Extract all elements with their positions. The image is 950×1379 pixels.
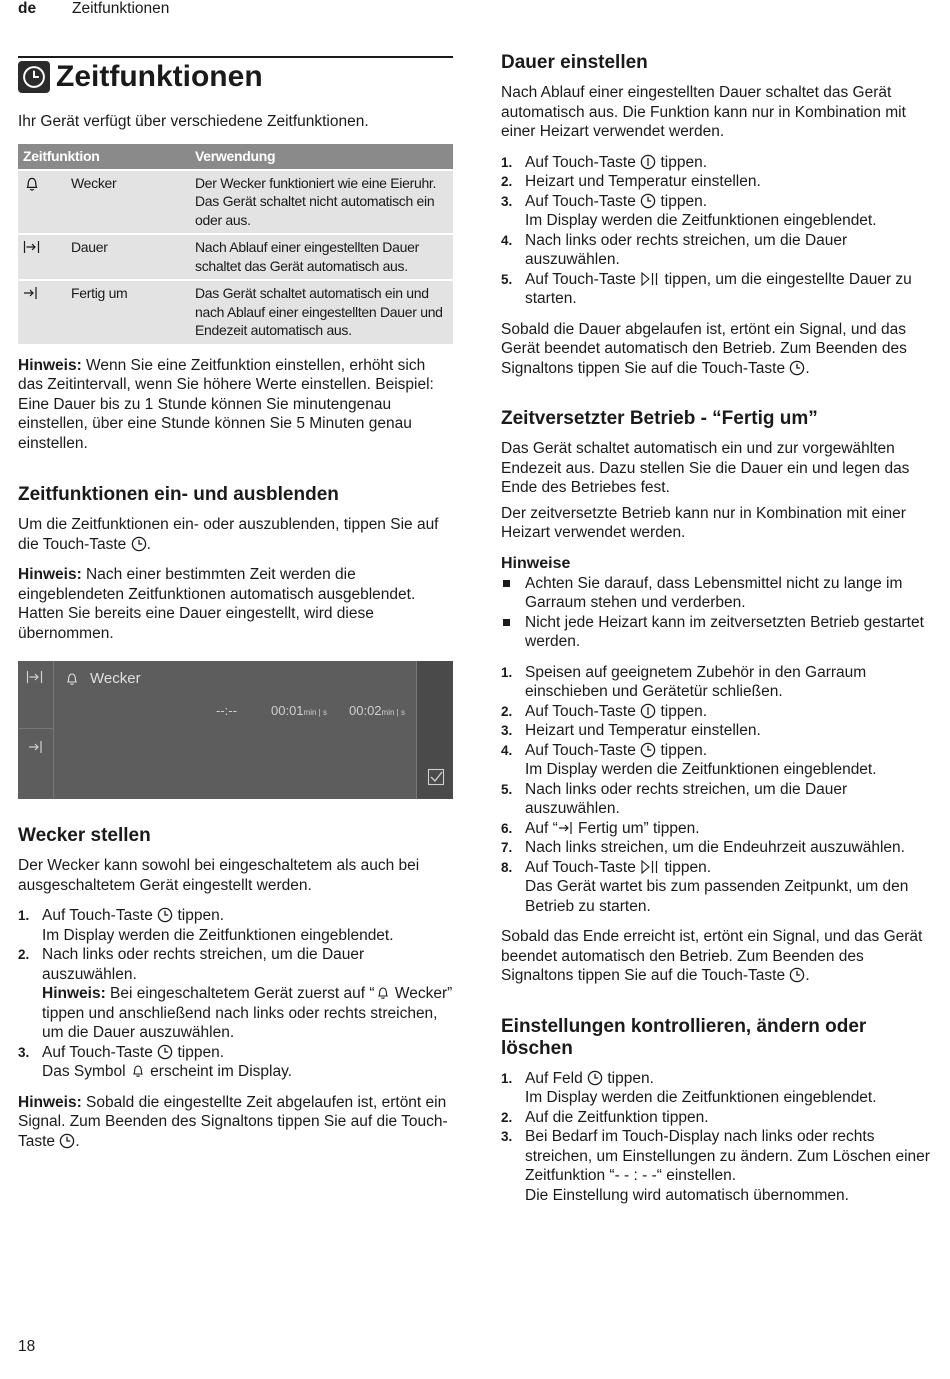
display-sidebar	[18, 661, 54, 799]
list-item: 6. Auf “ Fertig um” tippen.	[501, 819, 700, 837]
power-icon	[640, 703, 656, 719]
function-name: Dauer	[71, 239, 108, 255]
step-note-part: Bei eingeschaltetem Gerät zuerst auf “	[105, 985, 375, 1002]
note-interval	[18, 356, 453, 454]
show-hide-text-end: .	[146, 535, 151, 553]
fertig-text-1: Das Gerät schaltet automatisch ein und zur vorgewählten Endezeit aus. Dazu stellen Sie die Dauer ein und legen das Ende des Betriebes fest.	[501, 440, 910, 496]
bell-icon	[64, 671, 80, 687]
list-item: Achten Sie darauf, dass Lebensmittel nicht zu lange im Garraum stehen und verderben.	[501, 574, 937, 613]
dauer-end-part: Sobald die Dauer abgelaufen ist, ertönt ein Signal, und das Gerät beendet automatisch den Betrieb. Zum Beenden des Signaltons tippen Sie auf die Touch-Taste	[501, 320, 907, 377]
clock-icon	[157, 907, 173, 923]
end-time-icon	[23, 284, 71, 306]
einstellungen-steps	[501, 1069, 937, 1206]
page-title: Zeitfunktionen	[56, 60, 263, 93]
list-item: 2. Auf Touch-Taste tippen.	[501, 702, 708, 720]
list-item: 8. Auf Touch-Taste tippen. Das Gerät wartet bis zum passenden Zeitpunkt, um den Betrieb zu starten.	[501, 858, 909, 915]
step-text: Auf “	[525, 819, 558, 837]
clock-icon	[587, 1070, 603, 1086]
clock-icon	[157, 1044, 173, 1060]
dauer-text: Nach Ablauf einer eingestellten Dauer schaltet das Gerät automatisch aus. Die Funktion kann nur in Kombination mit einer Heizart verwendet werden.	[501, 84, 906, 140]
list-item: 2. Heizart und Temperatur einstellen.	[501, 173, 761, 190]
table-header-usage: Verwendung	[190, 144, 453, 170]
table-row	[18, 280, 453, 344]
list-item: Nicht jede Heizart kann im zeitversetzten Betrieb gestartet werden.	[501, 613, 937, 652]
step-text: Auf Touch-Taste	[525, 858, 641, 876]
list-item: 5. Nach links oder rechts streichen, um die Dauer auszuwählen.	[501, 780, 848, 817]
wecker-text: Der Wecker kann sowohl bei eingeschaltetem als auch bei ausgeschaltetem Gerät eingestellt werden.	[18, 857, 420, 894]
step-text: Auf Touch-Taste	[525, 270, 641, 288]
page-header	[18, 0, 170, 18]
display-value-2-time: 00:02	[349, 703, 382, 718]
bell-icon	[375, 985, 391, 1001]
table-row	[18, 170, 453, 235]
note-text: Nach einer bestimmten Zeit werden die eingeblendeten Zeitfunktionen automatisch ausgeblendet. Hatten Sie bereits eine Dauer eingestellt, wird diese übernommen.	[18, 566, 416, 642]
dauer-end-text	[501, 320, 937, 379]
step-note-end: Wecker” tippen und anschließend nach links oder rechts streichen, um die Dauer auszuwählen.	[42, 985, 453, 1041]
clock-icon	[640, 193, 656, 209]
list-item: 3. Bei Bedarf im Touch-Display nach links oder rechts streichen, um Einstellungen zu ändern. Zum Löschen einer Zeitfunktion “- - : - -“ einstellen. Die Einstellung wird automatisch übernommen.	[501, 1128, 930, 1204]
step-result: Das Gerät wartet bis zum passenden Zeitpunkt, um den Betrieb zu starten.	[525, 878, 909, 915]
note-text: Sobald die eingestellte Zeit abgelaufen ist, ertönt ein Signal. Zum Beenden des Signaltons tippen Sie auf die Touch-Taste	[18, 1093, 448, 1150]
step-text: Auf Feld	[525, 1069, 588, 1087]
list-item: 5. Auf Touch-Taste tippen, um die eingestellte Dauer zu starten.	[501, 270, 912, 307]
left-column	[18, 56, 453, 1162]
play-pause-icon	[640, 271, 660, 287]
page-number: 18	[18, 1338, 36, 1355]
wecker-steps	[18, 906, 453, 1082]
list-item: 1. Auf Touch-Taste tippen. Im Display werden die Zeitfunktionen eingeblendet.	[18, 907, 394, 944]
list-item: 2. Nach links oder rechts streichen, um die Dauer auszuwählen. Hinweis: Bei eingeschaltetem Gerät zuerst auf “ Wecker” tippen und anschließend nach links oder rechts streichen, um die Dauer auszuwählen.	[18, 946, 453, 1041]
display-preview	[18, 661, 453, 799]
list-item: 1. Speisen auf geeignetem Zubehör in den Garraum einschieben und Gerätetür schließen.	[501, 663, 867, 700]
function-usage: Nach Ablauf einer eingestellten Dauer schaltet das Gerät automatisch aus.	[190, 234, 453, 280]
table-header-function: Zeitfunktion	[18, 144, 190, 170]
clock-icon	[640, 742, 656, 758]
list-item: 3. Heizart und Temperatur einstellen.	[501, 722, 761, 739]
function-name: Fertig um	[71, 285, 128, 301]
step-text: Auf Touch-Taste	[42, 907, 158, 924]
list-item: 2. Auf die Zeitfunktion tippen.	[501, 1108, 709, 1126]
intro-text: Ihr Gerät verfügt über verschiedene Zeitfunktionen.	[18, 113, 369, 130]
step-text-end: tippen.	[656, 702, 708, 720]
heading-fertig-um: Zeitversetzter Betrieb - “Fertig um”	[501, 408, 818, 429]
display-right-panel	[416, 661, 453, 799]
step-text: Auf die Zeitfunktion tippen.	[525, 1108, 709, 1126]
display-value-1-unit: min | s	[303, 708, 327, 717]
hinweise-list	[501, 574, 937, 652]
step-result: Das Symbol	[42, 1063, 130, 1080]
list-item: 7. Nach links streichen, um die Endeuhrzeit auszuwählen.	[501, 839, 905, 856]
confirm-check-icon[interactable]	[427, 768, 445, 792]
list-item: 4. Auf Touch-Taste tippen. Im Display werden die Zeitfunktionen eingeblendet.	[501, 741, 877, 778]
display-value-2[interactable]	[349, 701, 405, 723]
note-auto-hide	[18, 565, 453, 643]
fertig-text-2: Der zeitversetzte Betrieb kann nur in Kombination mit einer Heizart verwendet werden.	[501, 504, 906, 541]
list-item: 3. Auf Touch-Taste tippen. Im Display werden die Zeitfunktionen eingeblendet.	[501, 192, 877, 229]
heading-dauer: Dauer einstellen	[501, 52, 648, 73]
fertig-steps	[501, 663, 937, 917]
step-text: Nach links oder rechts streichen, um die Dauer auszuwählen.	[525, 780, 848, 817]
table-row	[18, 234, 453, 280]
language-code: de	[18, 0, 37, 17]
step-text-end: tippen.	[173, 907, 225, 924]
step-text-end: tippen.	[660, 858, 712, 876]
step-text-end: tippen.	[656, 192, 708, 210]
function-usage: Der Wecker funktioniert wie eine Eieruhr. Das Gerät schaltet nicht automatisch ein oder aus.	[190, 170, 453, 235]
clock-icon	[18, 61, 50, 93]
step-result-end: erscheint im Display.	[145, 1063, 293, 1080]
step-text: Heizart und Temperatur einstellen.	[525, 173, 761, 190]
step-text: Nach links streichen, um die Endeuhrzeit auszuwählen.	[525, 839, 905, 856]
right-column	[501, 52, 937, 1216]
list-item: 4. Nach links oder rechts streichen, um die Dauer auszuwählen.	[501, 231, 848, 268]
step-text-end: Fertig um” tippen.	[573, 819, 700, 837]
display-title	[64, 669, 141, 689]
function-usage: Das Gerät schaltet automatisch ein und nach Ablauf einer eingestellten Dauer und Endezeit automatisch aus.	[190, 280, 453, 344]
bell-icon	[23, 174, 71, 198]
step-text: Auf Touch-Taste	[525, 153, 641, 171]
display-value-2-unit: min | s	[381, 708, 405, 717]
note-label: Hinweis:	[42, 985, 106, 1002]
show-hide-text	[18, 515, 453, 554]
heading-einstellungen: Einstellungen kontrollieren, ändern oder löschen	[501, 1015, 867, 1059]
clock-icon	[131, 536, 147, 552]
power-icon	[640, 154, 656, 170]
note-label: Hinweis:	[18, 1093, 82, 1111]
step-text: Auf Touch-Taste	[525, 192, 641, 210]
note-text: Wenn Sie eine Zeitfunktion einstellen, erhöht sich das Zeitintervall, wenn Sie höhere Werte einstellen. Beispiel: Eine Dauer bis zu 1 Stunde können Sie minutengenau einstellen, über eine Stunde können Sie 5 Minuten genau einstellen.	[18, 356, 434, 452]
list-item: 3. Auf Touch-Taste tippen. Das Symbol erscheint im Display.	[18, 1043, 293, 1080]
step-text: Heizart und Temperatur einstellen.	[525, 722, 761, 739]
fertig-end-text	[501, 927, 937, 986]
step-text: Auf Touch-Taste	[525, 741, 641, 759]
main-title-bar	[18, 56, 453, 94]
bell-icon	[130, 1063, 146, 1079]
clock-icon	[59, 1133, 75, 1149]
step-result: Die Einstellung wird automatisch übernommen.	[525, 1186, 849, 1204]
step-text: Nach links oder rechts streichen, um die Dauer auszuwählen.	[42, 946, 365, 983]
show-hide-text-part: Um die Zeitfunktionen ein- oder auszublenden, tippen Sie auf die Touch-Taste	[18, 516, 439, 553]
note-label: Hinweis:	[18, 566, 82, 583]
step-text: Auf Touch-Taste	[525, 702, 641, 720]
display-value-1[interactable]	[271, 701, 327, 723]
fertig-end-end: .	[805, 967, 810, 984]
header-section: Zeitfunktionen	[72, 0, 170, 17]
clock-icon	[789, 360, 805, 376]
time-function-table	[18, 144, 453, 344]
dauer-end-end: .	[805, 359, 810, 377]
heading-hinweise: Hinweise	[501, 554, 571, 572]
display-value-1-time: 00:01	[271, 703, 304, 718]
step-text: Bei Bedarf im Touch-Display nach links oder rechts streichen, um Einstellungen zu ändern. Zum Löschen einer Zeitfunktion “- - : - -“ einstellen.	[525, 1128, 930, 1184]
heading-show-hide: Zeitfunktionen ein- und ausblenden	[18, 484, 339, 505]
step-text: Nach links oder rechts streichen, um die Dauer auszuwählen.	[525, 231, 848, 268]
note-text-end: .	[75, 1132, 80, 1150]
end-time-icon	[558, 820, 574, 836]
step-text-end: tippen.	[656, 153, 708, 171]
step-result: Im Display werden die Zeitfunktionen eingeblendet.	[525, 1089, 877, 1106]
display-title-label: Wecker	[90, 670, 141, 687]
function-name: Wecker	[71, 174, 117, 191]
play-pause-icon	[640, 859, 660, 875]
step-result: Im Display werden die Zeitfunktionen eingeblendet.	[42, 926, 394, 944]
step-text-end: tippen.	[603, 1069, 654, 1087]
step-text-end: tippen, um die eingestellte Dauer zu starten.	[525, 270, 912, 307]
heading-wecker: Wecker stellen	[18, 825, 151, 846]
display-value-empty[interactable]: --:--	[216, 703, 237, 718]
list-item: 1. Auf Feld tippen. Im Display werden die Zeitfunktionen eingeblendet.	[501, 1069, 877, 1106]
step-text: Auf Touch-Taste	[42, 1043, 158, 1061]
fertig-end-part: Sobald das Ende erreicht ist, ertönt ein Signal, und das Gerät beendet automatisch den Betrieb. Zum Beenden des Signaltons tippen Sie auf die Touch-Taste	[501, 928, 923, 984]
dauer-steps	[501, 153, 937, 309]
note-label: Hinweis:	[18, 356, 82, 374]
step-text: Speisen auf geeignetem Zubehör in den Garraum einschieben und Gerätetür schließen.	[525, 663, 867, 700]
list-item: 1. Auf Touch-Taste tippen.	[501, 153, 708, 171]
step-text-end: tippen.	[656, 741, 708, 759]
duration-icon	[23, 238, 71, 260]
step-text-end: tippen.	[173, 1043, 225, 1061]
step-result: Im Display werden die Zeitfunktionen eingeblendet.	[525, 761, 877, 778]
step-result: Im Display werden die Zeitfunktionen eingeblendet.	[525, 212, 877, 229]
clock-icon	[789, 967, 805, 983]
note-wecker-signal	[18, 1093, 453, 1152]
